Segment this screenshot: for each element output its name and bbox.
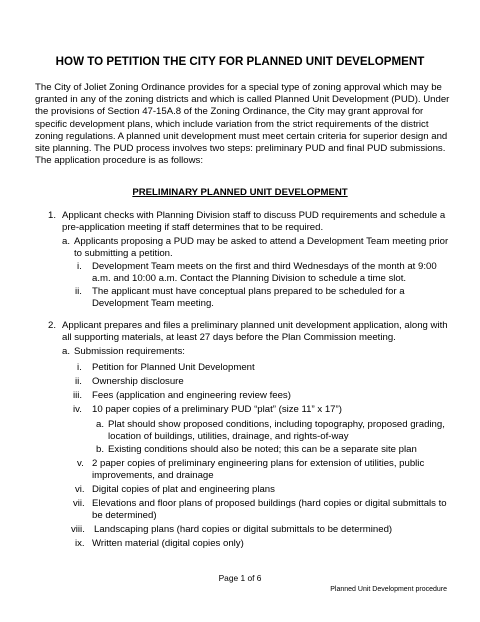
- step-2a-iv-b-text: Existing conditions should also be noted; this can be a separate site plan: [108, 444, 417, 455]
- step-2-marker: 2.: [48, 320, 57, 331]
- document-title: HOW TO PETITION THE CITY FOR PLANNED UNIT DEVELOPMENT: [55, 55, 425, 68]
- step-2a-iv-marker: iv.: [73, 404, 82, 415]
- step-2a-iv-a-marker: a.: [96, 419, 105, 430]
- step-2a-vi-marker: vi.: [75, 484, 85, 495]
- step-2a-vi-text: Digital copies of plat and engineering plans: [92, 484, 275, 495]
- step-2a-viii-text: Landscaping plans (hard copies or digital submittals to be determined): [94, 524, 393, 535]
- step-1a-i-marker: i.: [77, 261, 82, 272]
- step-2a-i-marker: i.: [77, 362, 82, 373]
- step-2a-marker: a.: [62, 346, 71, 357]
- step-1a-ii-text: The applicant must have conceptual plans prepared to be scheduled for a Development Team meeting.: [92, 286, 405, 310]
- page-number: Page 1 of 6: [218, 573, 262, 583]
- step-2a-iv-a-text: Plat should show proposed conditions, including topography, proposed grading, location of buildings, utilities, drainage, and rights-of-way: [108, 419, 445, 443]
- step-2a-v-marker: v.: [77, 458, 84, 469]
- section-heading: PRELIMINARY PLANNED UNIT DEVELOPMENT: [132, 187, 348, 198]
- step-1a-ii-marker: ii.: [75, 286, 82, 297]
- step-1a-i-text: Development Team meets on the first and third Wednesdays of the month at 9:00 a.m. and 10:00 a.m. Contact the Planning Division to schedule a time slot.: [92, 261, 437, 285]
- step-2a-iv-b-marker: b.: [96, 444, 105, 455]
- step-1a-text: Applicants proposing a PUD may be asked to attend a Development Team meeting prior to submitting a petition.: [74, 236, 449, 260]
- step-2a-iii-text: Fees (application and engineering review fees): [92, 390, 291, 401]
- footer-note: Planned Unit Development procedure: [330, 586, 447, 593]
- step-1a-marker: a.: [62, 236, 71, 247]
- step-2a-v-text: 2 paper copies of preliminary engineering plans for extension of utilities, public improvements, and drainage: [92, 458, 425, 482]
- step-2a-ix-marker: ix.: [75, 538, 85, 549]
- step-2a-viii-marker: viii.: [71, 524, 85, 535]
- step-2a-ii-marker: ii.: [75, 376, 82, 387]
- step-2-text: Applicant prepares and files a preliminary planned unit development application, along with all supporting materials, at least 27 days before the Plan Commission meeting.: [62, 320, 448, 344]
- step-2a-iv-text: 10 paper copies of a preliminary PUD “plat” (size 11” x 17”): [92, 404, 342, 415]
- step-2a-vii-text: Elevations and floor plans of proposed buildings (hard copies or digital submittals to be determined): [92, 498, 447, 522]
- step-2a-vii-marker: vii.: [73, 498, 85, 509]
- step-1-text: Applicant checks with Planning Division staff to discuss PUD requirements and schedule a pre-application meeting if staff determines that to be required.: [62, 210, 446, 234]
- step-2a-text: Submission requirements:: [74, 346, 185, 357]
- step-2a-ix-text: Written material (digital copies only): [92, 538, 244, 549]
- step-2a-iii-marker: iii.: [73, 390, 83, 401]
- step-1-marker: 1.: [48, 210, 57, 221]
- step-2a-ii-text: Ownership disclosure: [92, 376, 184, 387]
- step-2a-i-text: Petition for Planned Unit Development: [92, 362, 255, 373]
- intro-paragraph: The City of Joliet Zoning Ordinance provides for a special type of zoning approval which may be granted in any of the zoning districts and which is called Planned Unit Development (PUD). Under the provisions of Section 47-15A.8 of the Zoning Ordinance, the City may grant approval for specific development plans, which include variation from the strict requirements of the district zoning regulations. A planned unit development must meet certain criteria for superior design and site planning. The PUD process involves two steps: preliminary PUD and final PUD submissions. The application procedure is as follows:: [35, 82, 450, 167]
